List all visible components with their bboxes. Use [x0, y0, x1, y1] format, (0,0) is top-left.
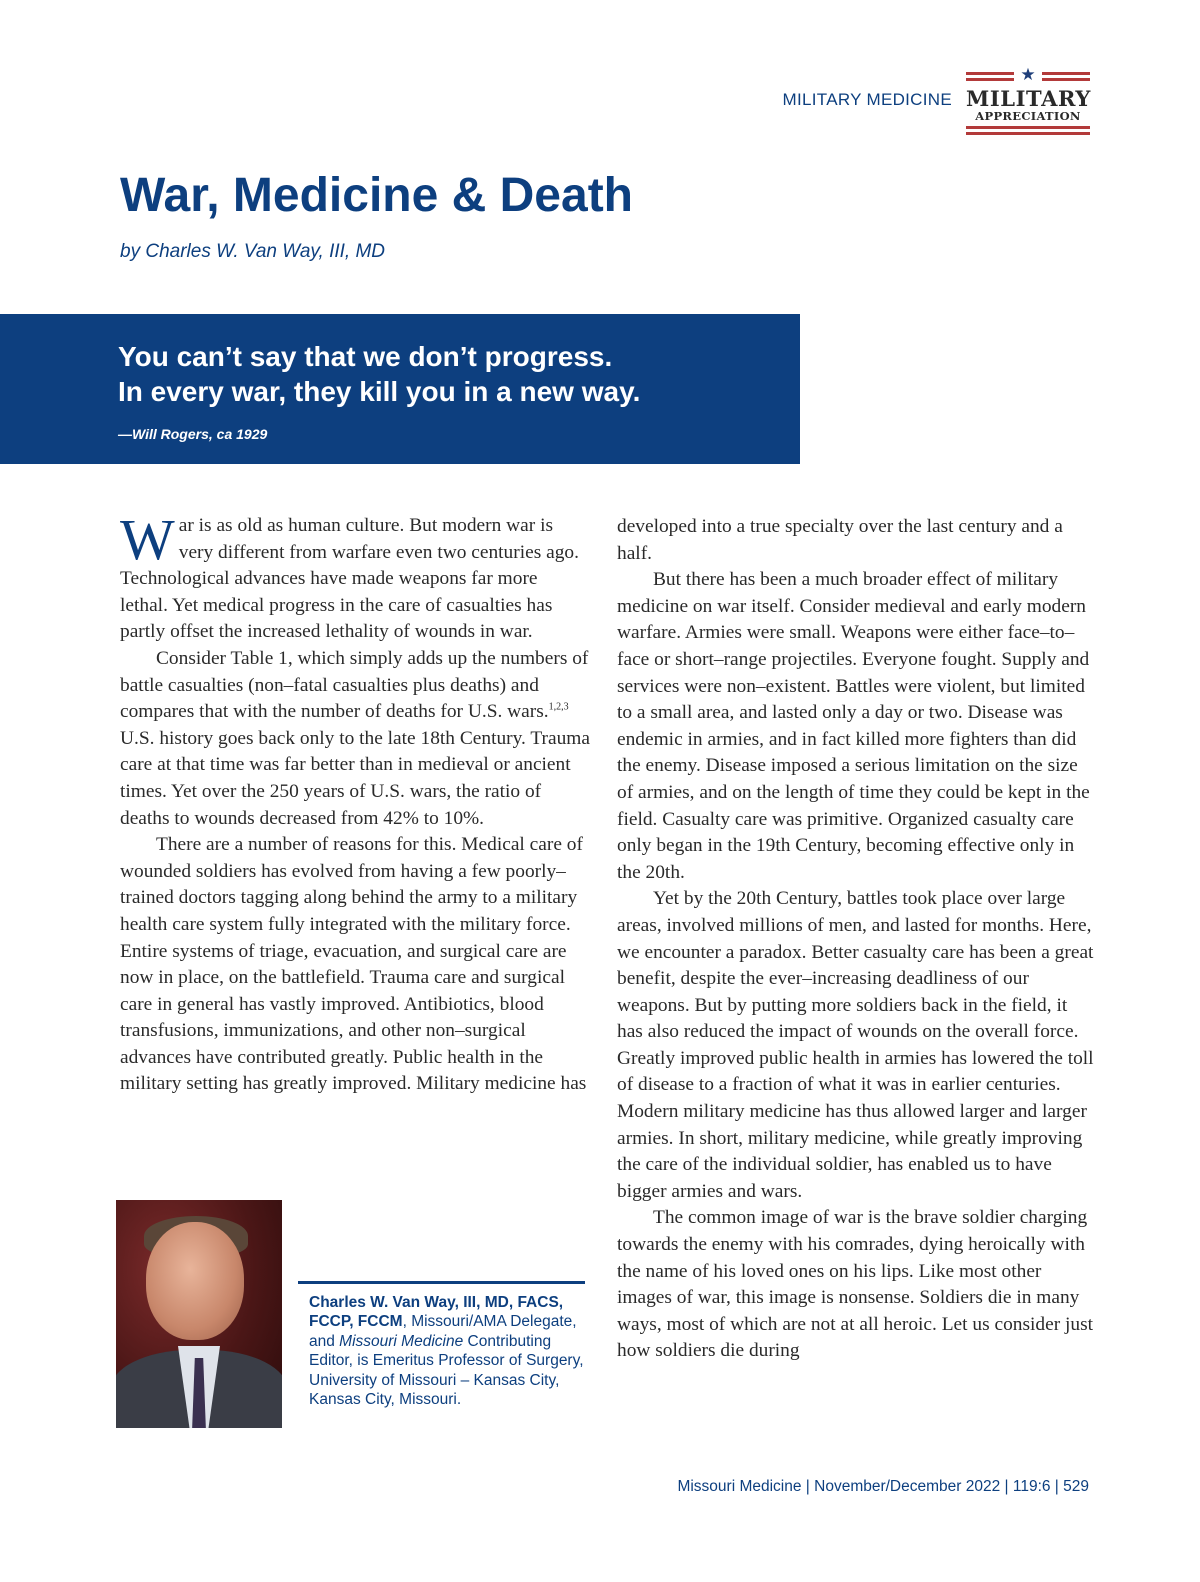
body-paragraph: Yet by the 20th Century, battles took place over large areas, involved millions of men, and lasted for months. Here, we encounter a paradox. Better casualty care has been a great benefit, despite the ever–increasing deadliness of our weapons. But by putting more soldiers back in the field, it has also reduced the impact of wounds on the overall force. Greatly improved public health in armies has lowered the toll of disease to a fraction of what it was in earlier centuries. Modern military medicine has thus allowed larger and larger armies. In short, military medicine, while greatly improving the care of the individual soldier, has enabled us to have bigger armies and wars.: [617, 888, 1094, 1202]
body-paragraph: [120, 507, 590, 646]
body-column-left: [120, 507, 590, 1098]
author-photo: [116, 1200, 282, 1428]
logo-text-appreciation: APPRECIATION: [975, 109, 1081, 123]
body-paragraph: But there has been a much broader effect of military medicine on war itself. Consider medieval and early modern warfare. Armies were small. Weapons were either face–to–face or short–range projectiles. Everyone fought. Supply and services were non–existent. Battles were violent, but limited to a small area, and lasted only a day or two. Disease was endemic in armies, and in fact killed more fighters than did the enemy. Disease imposed a serious limitation on the size of armies, and on the length of time they could be kept in the field. Casualty care was primitive. Organized casualty care only began in the 19th Century, becoming effective only in the 20th.: [617, 569, 1090, 883]
logo-stripe: [966, 126, 1090, 129]
journal-name: Missouri Medicine: [339, 1332, 464, 1350]
section-label: MILITARY MEDICINE: [782, 90, 952, 109]
bio-text: , Missouri/AMA Delegate, and: [309, 1313, 577, 1350]
logo-text-military: MILITARY: [966, 86, 1092, 111]
logo-stripe: [966, 132, 1090, 135]
drop-cap: W: [120, 507, 175, 572]
logo-stripe: [966, 78, 1014, 81]
bio-divider: [298, 1281, 585, 1284]
paragraph-text: Consider Table 1, which simply adds up the numbers of battle casualties (non–fatal casualties plus deaths) and compares that with the number of deaths for U.S. wars.: [120, 647, 589, 723]
body-column-right: [617, 514, 1095, 1365]
logo-stripe: [1042, 78, 1090, 81]
paragraph-text: U.S. history goes back only to the late 18th Century. Trauma care at that time was far better than in medieval or ancient times. Yet over the 250 years of U.S. wars, the ratio of deaths to wounds decreased from 42% to 10%.: [120, 727, 590, 829]
quote-attribution: —Will Rogers, ca 1929: [118, 426, 268, 442]
article-title: War, Medicine & Death: [120, 169, 633, 222]
body-paragraph: There are a number of reasons for this. Medical care of wounded soldiers has evolved from having a few poorly–trained doctors tagging along behind the army to a military health care system fully integrated with the military force. Entire systems of triage, evacuation, and surgical care are now in place, on the battlefield. Trauma care and surgical care in general has vastly improved. Antibiotics, blood transfusions, immunizations, and other non–surgical advances have contributed greatly. Public health in the military setting has greatly improved. Military medicine has: [120, 834, 587, 1095]
body-paragraph: The common image of war is the brave soldier charging towards the enemy with his comrades, dying heroically with the name of his loved ones on his lips. Like most other images of war, this image is nonsense. Soldiers die in many ways, most of which are not at all heroic. Let us consider just how soldiers die during: [617, 1207, 1094, 1362]
star-icon: ★: [1020, 65, 1036, 85]
author-bio: [309, 1293, 587, 1409]
paragraph-text: ar is as old as human culture. But modern war is very different from warfare even two centuries ago. Technological advances have made weapons far more lethal. Yet medical progress in the care of casualties has partly offset the increased lethality of wounds in war.: [120, 515, 579, 643]
bio-text: Contributing Editor, is Emeritus Professor of Surgery, University of Missouri – Kansas City, Kansas City, Missouri.: [309, 1332, 584, 1409]
pull-quote-box: [0, 314, 800, 464]
article-byline: by Charles W. Van Way, III, MD: [120, 241, 386, 262]
reference-superscript: 1,2,3: [548, 701, 569, 713]
logo-stripe: [966, 72, 1014, 75]
logo-stripe: [1042, 72, 1090, 75]
body-paragraph: [120, 646, 590, 832]
page-footer: Missouri Medicine | November/December 2022 | 119:6 | 529: [677, 1478, 1089, 1495]
author-name: Charles W. Van Way, III, MD, FACS, FCCP, FCCM: [309, 1294, 564, 1331]
quote-line-1: You can’t say that we don’t progress.: [118, 341, 613, 372]
body-paragraph: developed into a true specialty over the last century and a half.: [617, 516, 1063, 564]
quote-line-2: In every war, they kill you in a new way.: [118, 376, 641, 407]
military-appreciation-logo: [966, 65, 1092, 136]
